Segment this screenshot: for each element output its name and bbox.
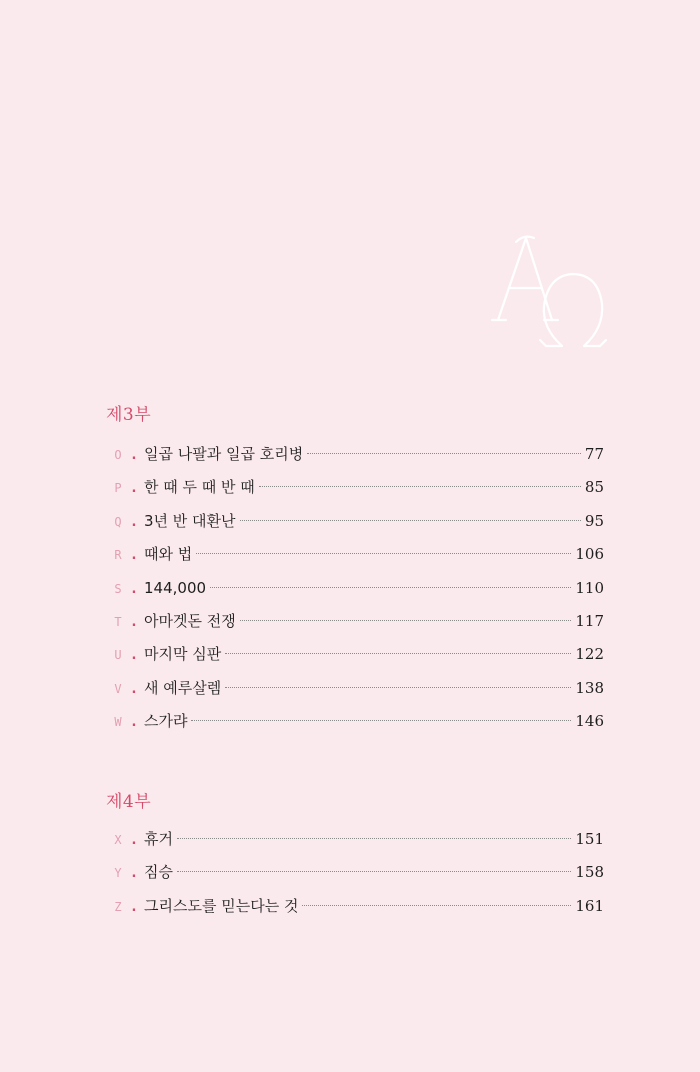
toc-entry[interactable] bbox=[112, 471, 604, 504]
dot-leader bbox=[177, 838, 571, 839]
toc-entry[interactable] bbox=[112, 890, 604, 923]
entry-letter: T bbox=[114, 614, 122, 629]
entry-page: 158 bbox=[575, 863, 604, 882]
toc-entry[interactable] bbox=[112, 638, 604, 671]
entry-letter: V bbox=[114, 681, 122, 696]
entry-letter: X bbox=[114, 833, 122, 847]
entry-title: 때와 법 bbox=[144, 545, 193, 564]
entry-letter: W bbox=[114, 715, 122, 730]
toc-entry[interactable] bbox=[112, 672, 604, 705]
entry-title: 짐승 bbox=[144, 863, 173, 882]
part-4-title: 제4부 bbox=[106, 792, 152, 812]
dot-leader bbox=[191, 720, 571, 721]
entry-page: 106 bbox=[575, 545, 604, 564]
entry-dot: . bbox=[131, 514, 137, 530]
dot-leader bbox=[196, 553, 571, 554]
entry-letter: P bbox=[114, 481, 122, 496]
entry-title: 3년 반 대환난 bbox=[144, 511, 236, 530]
entry-letter: U bbox=[114, 648, 122, 663]
dot-leader bbox=[302, 905, 571, 906]
dot-leader bbox=[307, 453, 581, 454]
entry-dot: . bbox=[131, 833, 137, 848]
part-4-toc bbox=[112, 823, 604, 923]
toc-entry[interactable] bbox=[112, 438, 604, 471]
entry-letter: Z bbox=[114, 899, 122, 914]
entry-page: 95 bbox=[584, 511, 604, 530]
entry-dot: . bbox=[131, 866, 137, 882]
entry-dot: . bbox=[131, 548, 137, 564]
alpha-omega-logo bbox=[490, 228, 610, 358]
toc-entry[interactable] bbox=[112, 505, 604, 538]
entry-page: 110 bbox=[575, 578, 604, 597]
dot-leader bbox=[210, 587, 571, 588]
dot-leader bbox=[225, 687, 571, 688]
entry-page: 151 bbox=[575, 830, 604, 848]
entry-letter: S bbox=[114, 581, 122, 596]
entry-page: 146 bbox=[575, 712, 604, 731]
entry-page: 85 bbox=[584, 478, 604, 497]
entry-page: 122 bbox=[575, 645, 604, 664]
part-3-toc bbox=[112, 438, 604, 739]
entry-dot: . bbox=[131, 715, 137, 731]
entry-title: 한 때 두 때 반 때 bbox=[144, 478, 255, 497]
entry-title: 휴거 bbox=[144, 830, 173, 848]
entry-letter: R bbox=[114, 548, 122, 563]
entry-letter: Y bbox=[114, 866, 122, 881]
entry-dot: . bbox=[131, 448, 137, 463]
entry-letter: Q bbox=[114, 514, 122, 529]
entry-title: 일곱 나팔과 일곱 호리병 bbox=[144, 445, 304, 463]
entry-title: 마지막 심판 bbox=[144, 645, 222, 664]
toc-entry[interactable] bbox=[112, 538, 604, 571]
entry-letter: O bbox=[114, 448, 122, 462]
entry-dot: . bbox=[131, 681, 137, 697]
entry-page: 77 bbox=[584, 445, 604, 463]
entry-title: 아마겟돈 전쟁 bbox=[144, 611, 236, 630]
dot-leader bbox=[240, 620, 572, 621]
part-3-title: 제3부 bbox=[106, 405, 152, 425]
entry-dot: . bbox=[131, 581, 137, 597]
entry-title: 스가랴 bbox=[144, 712, 188, 731]
entry-dot: . bbox=[131, 899, 137, 915]
entry-dot: . bbox=[131, 614, 137, 630]
entry-dot: . bbox=[131, 481, 137, 497]
entry-dot: . bbox=[131, 648, 137, 664]
toc-entry[interactable] bbox=[112, 605, 604, 638]
toc-entry[interactable] bbox=[112, 572, 604, 605]
toc-entry[interactable] bbox=[112, 705, 604, 738]
entry-title: 새 예루살렘 bbox=[144, 678, 222, 697]
entry-page: 138 bbox=[575, 678, 604, 697]
dot-leader bbox=[225, 653, 571, 654]
dot-leader bbox=[259, 486, 581, 487]
entry-title: 144,000 bbox=[144, 578, 207, 597]
toc-entry[interactable] bbox=[112, 823, 604, 856]
entry-title: 그리스도를 믿는다는 것 bbox=[144, 896, 299, 915]
dot-leader bbox=[240, 520, 581, 521]
entry-page: 117 bbox=[575, 611, 604, 630]
toc-entry[interactable] bbox=[112, 856, 604, 889]
dot-leader bbox=[177, 871, 571, 872]
entry-page: 161 bbox=[575, 896, 604, 915]
